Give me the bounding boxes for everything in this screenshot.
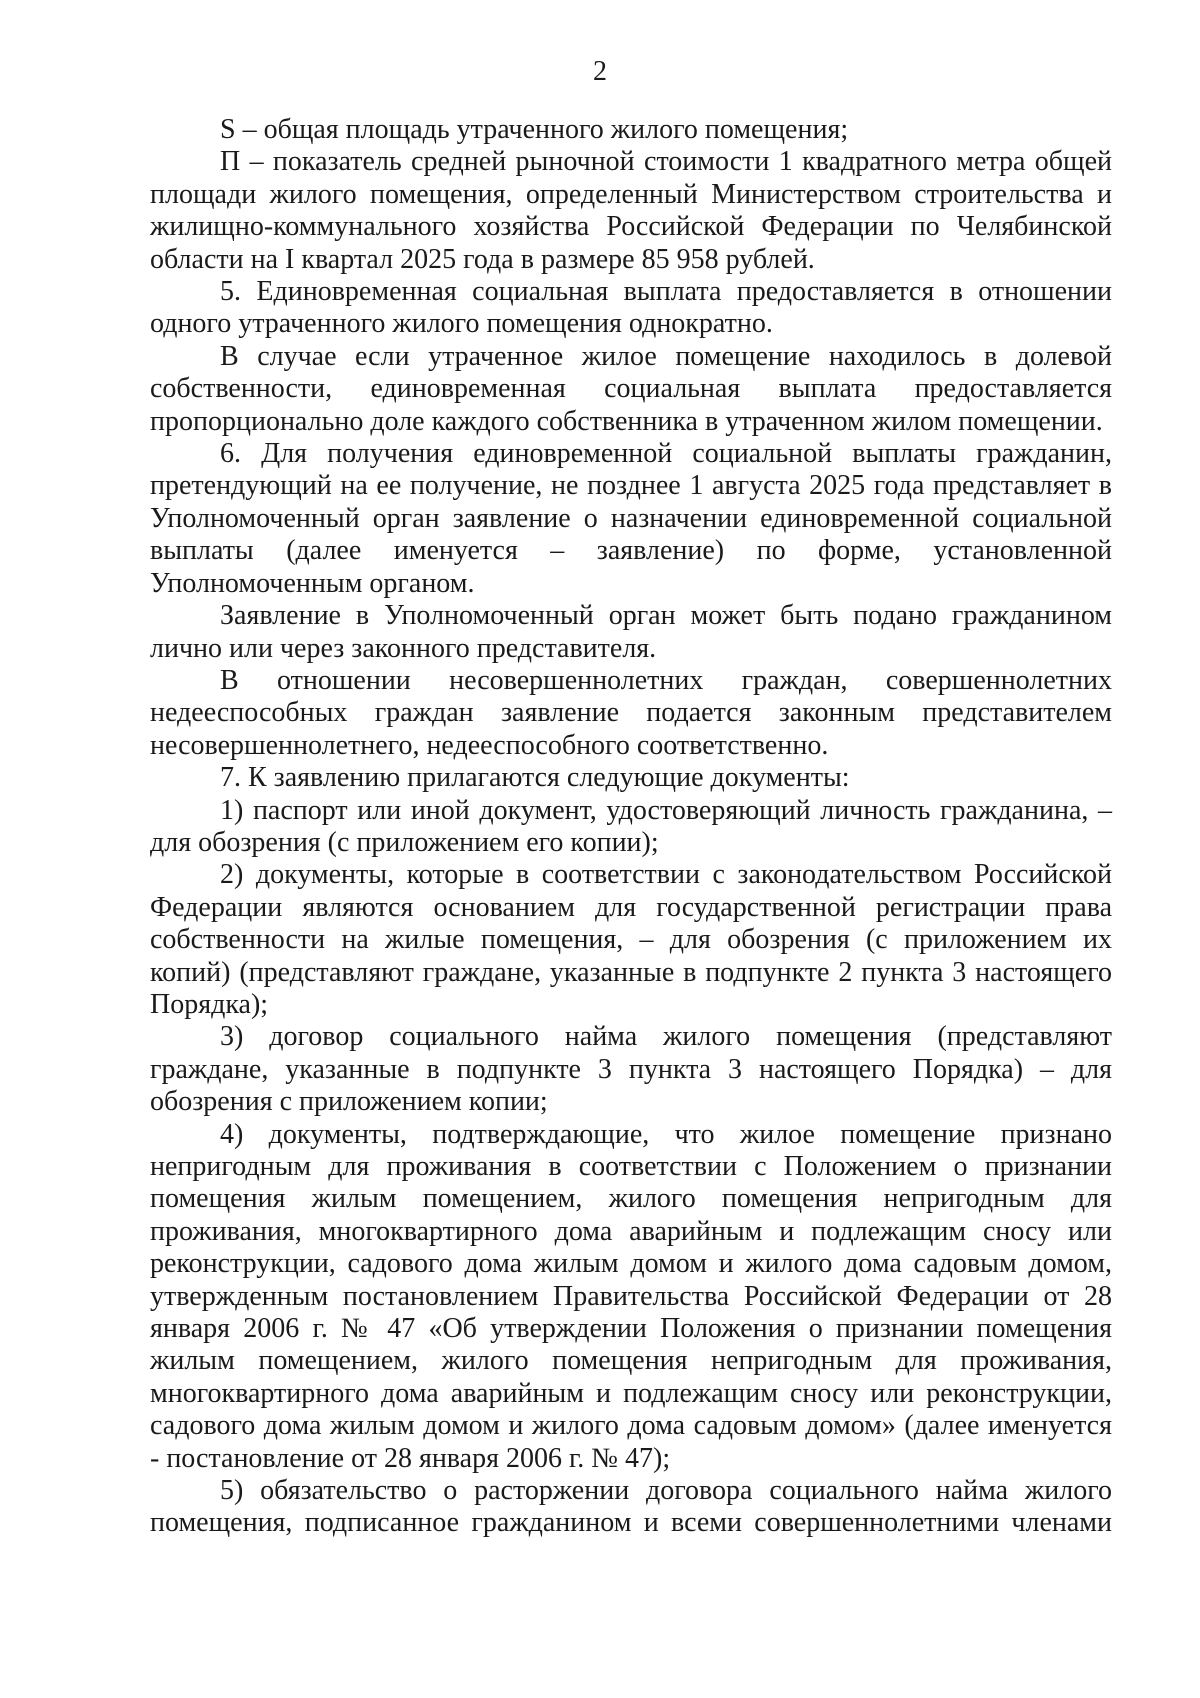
paragraph-application-submission: Заявление в Уполномоченный орган может быть подано гражданином лично или через законного представителя. [150, 600, 1112, 664]
paragraph-minors-incapacitated: В отношении несовершеннолетних граждан, совершеннолетних недееспособных граждан заявление подается законным представителем несовершеннолетнего, недееспособного соответственно. [150, 664, 1112, 761]
paragraph-p-definition: П – показатель средней рыночной стоимости 1 квадратного метра общей площади жилого помещения, определенный Министерством строительства и жилищно-коммунального хозяйства Российской Федерации по Челябинской области на I квартал 2025 года в размере 85 958 рублей. [150, 146, 1112, 275]
paragraph-item-6: 6. Для получения единовременной социальной выплаты гражданин, претендующий на ее получение, не позднее 1 августа 2025 года представляет в Уполномоченный орган заявление о назначении единовременной социальной выплаты (далее именуется – заявление) по форме, установленной Уполномоченным органом. [150, 438, 1112, 599]
paragraph-item-7: 7. К заявлению прилагаются следующие документы: [220, 762, 850, 794]
page-number: 2 [593, 56, 607, 87]
list-item-1-passport: 1) паспорт или иной документ, удостоверяющий личность гражданина, – для обозрения (с приложением его копии); [150, 794, 1112, 858]
list-item-2-ownership-documents: 2) документы, которые в соответствии с законодательством Российской Федерации являются основанием для государственной регистрации права собственности на жилые помещения, – для обозрения (с приложением их копий) (представляют граждане, указанные в подпункте 2 пункта 3 настоящего Порядка); [150, 859, 1112, 1020]
paragraph-shared-ownership: В случае если утраченное жилое помещение находилось в долевой собственности, единовременная социальная выплата предоставляется пропорционально доле каждого собственника в утраченном жилом помещении. [150, 340, 1112, 437]
paragraph-s-definition: S – общая площадь утраченного жилого помещения; [220, 114, 849, 145]
list-item-5-lease-termination: 5) обязательство о расторжении договора социального найма жилого помещения, подписанное гражданином и всеми совершеннолетними членами [150, 1475, 1112, 1539]
list-item-4-unfit-housing: 4) документы, подтверждающие, что жилое помещение признано непригодным для проживания в соответствии с Положением о признании помещения жилым помещением, жилого помещения непригодным для проживания, многоквартирного дома аварийным и подлежащим сносу или реконструкции, садового дома жилым домом и жилого дома садовым домом, утвержденным постановлением Правительства Российской Федерации от 28 января 2006 г. № 47 «Об утверждении Положения о признании помещения жилым помещением, жилого помещения непригодным для проживания, многоквартирного дома аварийным и подлежащим сносу или реконструкции, садового дома жилым домом и жилого дома садовым домом» (далее именуется - постановление от 28 января 2006 г. № 47); [150, 1118, 1112, 1474]
list-item-3-social-lease: 3) договор социального найма жилого помещения (представляют граждане, указанные в подпункте 3 пункта 3 настоящего Порядка) – для обозрения с приложением копии; [150, 1021, 1112, 1118]
document-body [150, 114, 1112, 1540]
paragraph-item-5: 5. Единовременная социальная выплата предоставляется в отношении одного утраченного жилого помещения однократно. [150, 276, 1112, 340]
